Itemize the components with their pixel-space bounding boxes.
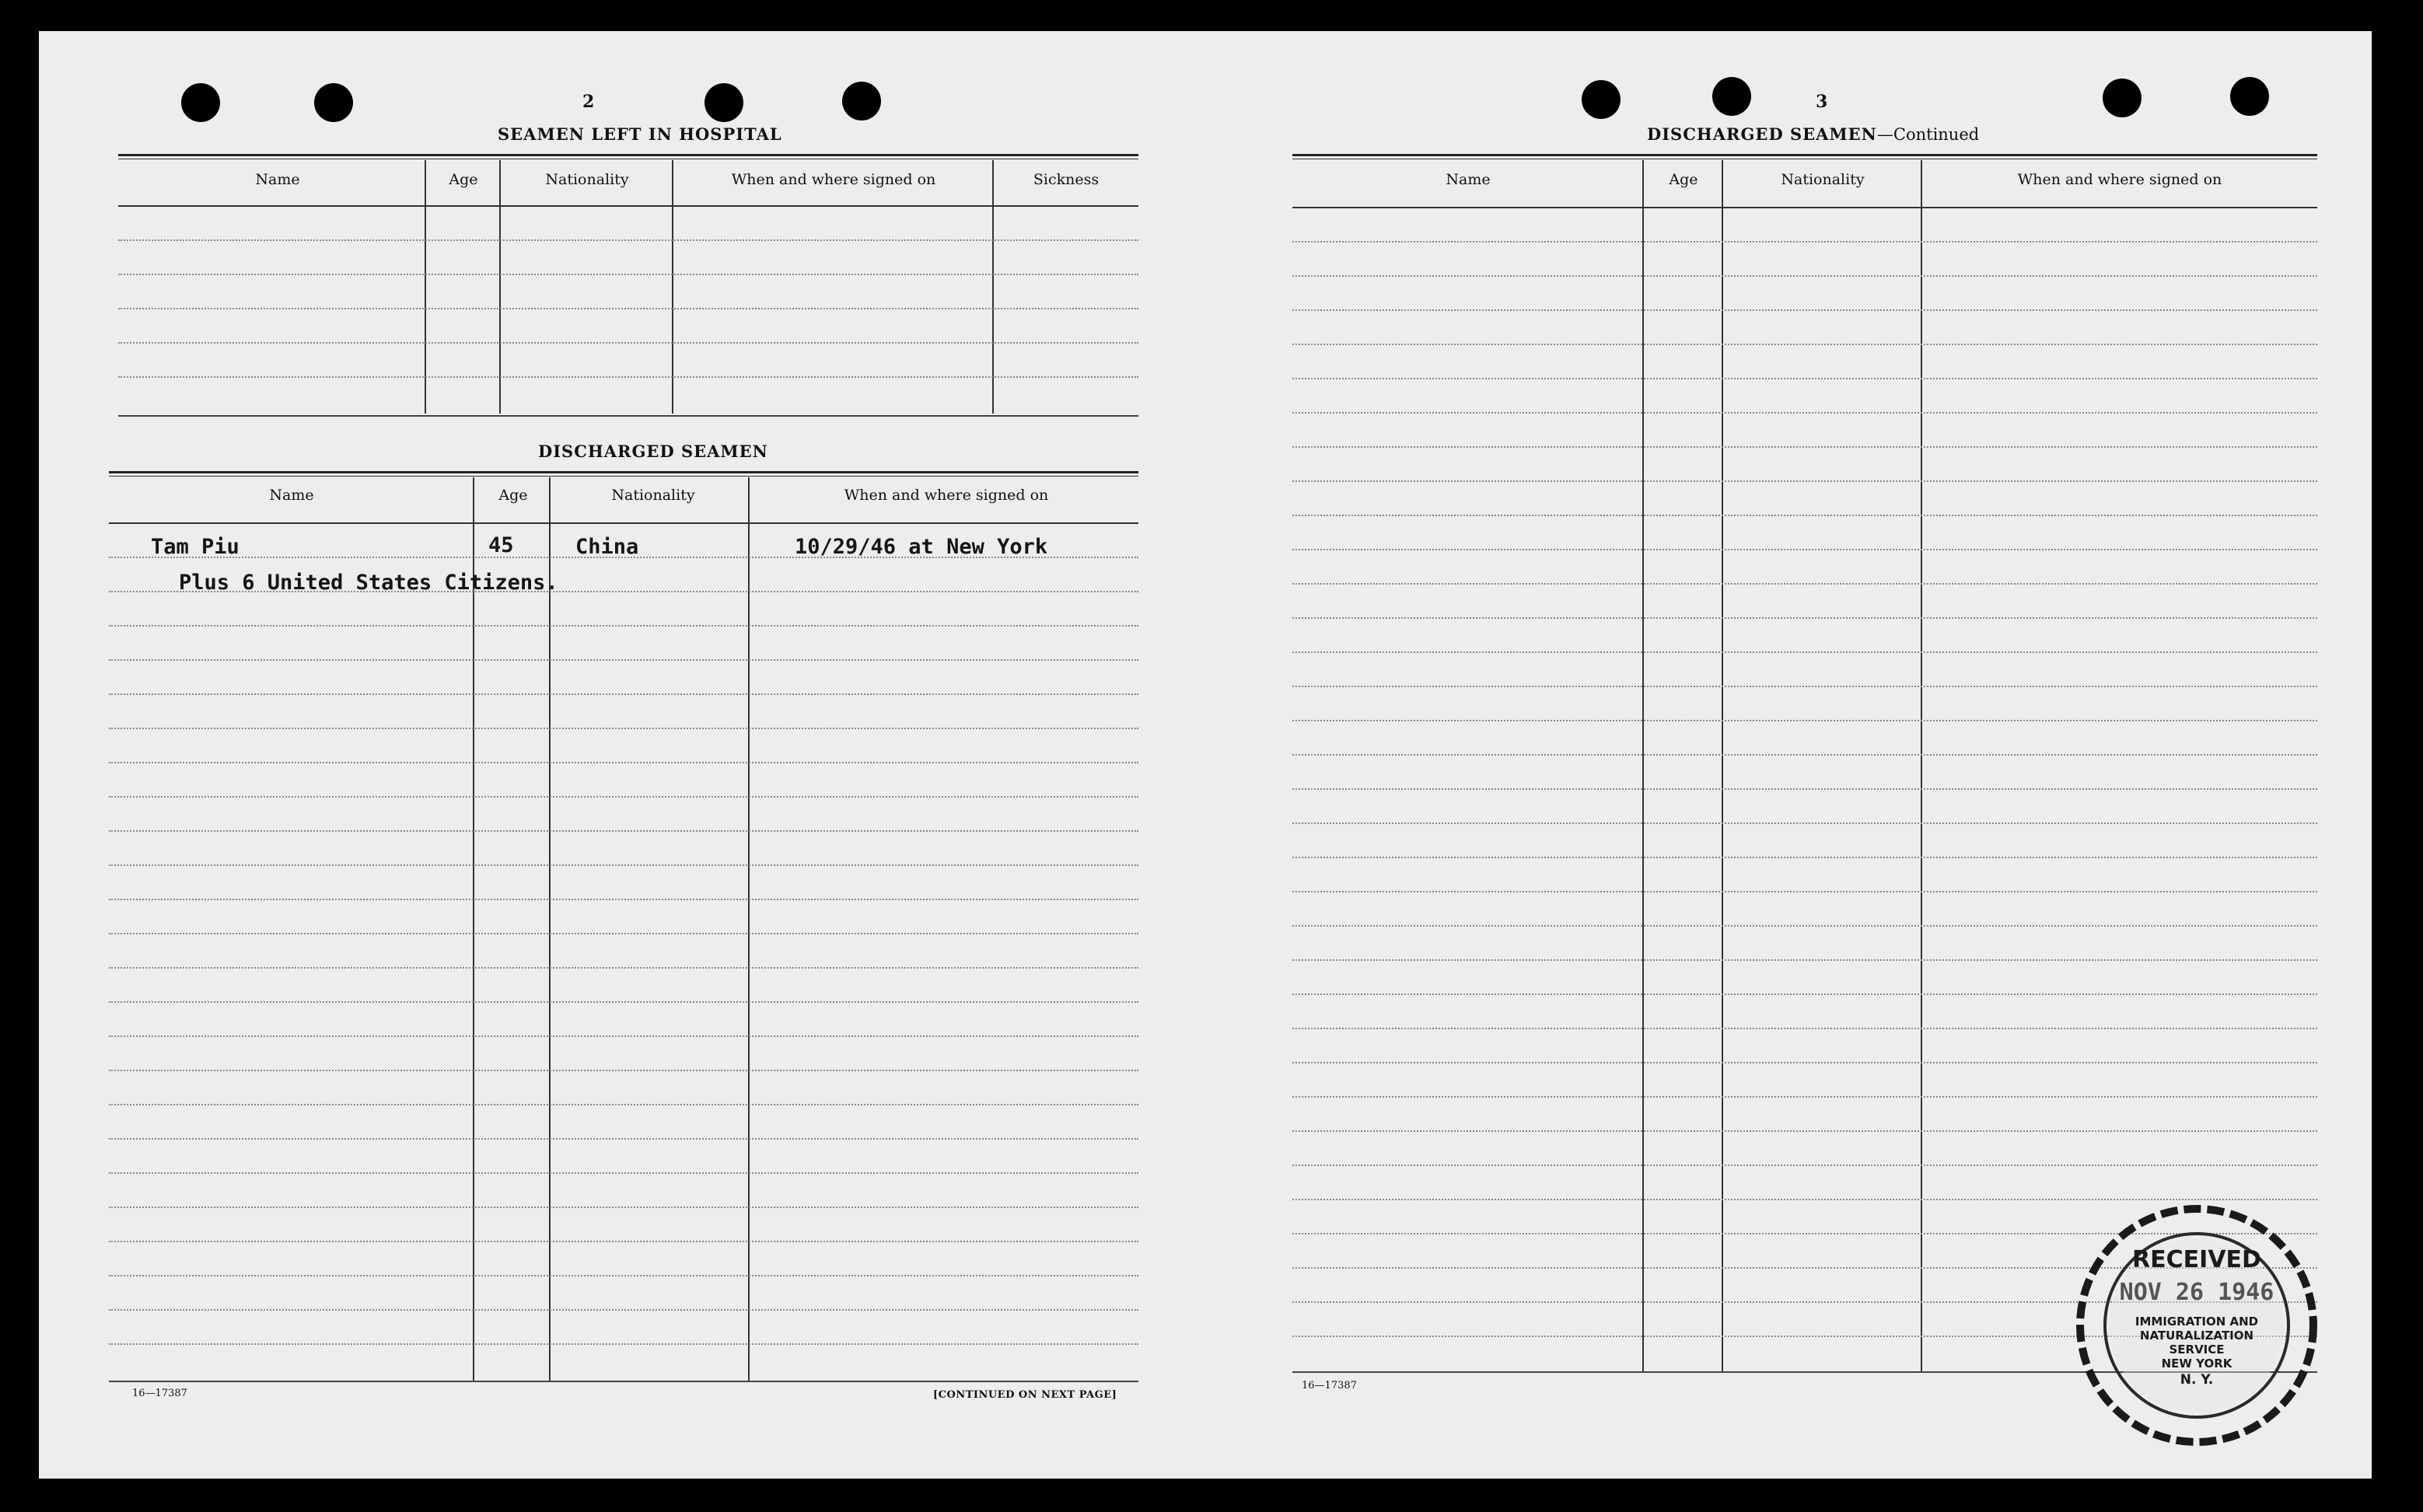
right-title-suffix: —Continued: [1876, 125, 1980, 144]
received-stamp: [2068, 1197, 2325, 1454]
right-col-signed-on: When and where signed on: [2017, 171, 2222, 188]
punch-hole: [314, 83, 353, 122]
ruled-line: [109, 1172, 1138, 1174]
ruled-line: [109, 796, 1138, 798]
punch-hole: [842, 82, 881, 120]
ruled-line: [1292, 241, 2317, 243]
ruled-line: [109, 693, 1138, 695]
ruled-line: [109, 1104, 1138, 1105]
ruled-line: [109, 1035, 1138, 1037]
right-col-nationality: Nationality: [1781, 171, 1865, 188]
ruled-line: [109, 1241, 1138, 1242]
hospital-table: [118, 154, 1138, 418]
ruled-line: [109, 899, 1138, 900]
ruled-line: [109, 762, 1138, 763]
ruled-line: [1292, 549, 2317, 550]
discharged-col-age: Age: [498, 487, 528, 504]
ruled-line: [109, 1343, 1138, 1345]
ruled-line: [1292, 891, 2317, 892]
seaman-age: 45: [488, 533, 514, 557]
right-page-number: 3: [1816, 92, 1828, 112]
ruled-line: [109, 830, 1138, 832]
ruled-line: [1292, 309, 2317, 311]
right-col-name: Name: [1446, 171, 1491, 188]
ruled-line: [109, 625, 1138, 627]
stamp-line1: RECEIVED: [2132, 1246, 2261, 1273]
stamp-line4: NATURALIZATION: [2139, 1329, 2254, 1343]
right-col-age: Age: [1669, 171, 1698, 188]
ruled-line: [1292, 925, 2317, 927]
hospital-col-age: Age: [449, 171, 478, 188]
right-title-main: DISCHARGED SEAMEN: [1647, 124, 1877, 144]
seaman-name: Tam Piu: [151, 535, 240, 559]
discharged-col-signed-on: When and where signed on: [844, 487, 1049, 504]
right-title: [1647, 124, 1979, 144]
seaman-signed-on: 10/29/46 at New York: [795, 535, 1048, 559]
ruled-line: [1292, 754, 2317, 756]
ruled-line: [1292, 275, 2317, 277]
discharged-col-name: Name: [269, 487, 314, 504]
ruled-line: [1292, 822, 2317, 824]
ruled-line: [109, 933, 1138, 934]
ruled-line: [109, 864, 1138, 866]
ruled-line: [1292, 857, 2317, 858]
stamp-line3: IMMIGRATION AND: [2135, 1315, 2259, 1329]
punch-hole: [705, 83, 743, 122]
discharged-table-right: [1292, 154, 2317, 1373]
discharged-table-left: [109, 471, 1138, 1382]
punch-hole: [2230, 77, 2269, 116]
hospital-col-signed-on: When and where signed on: [731, 171, 936, 188]
punch-hole: [181, 83, 220, 122]
ruled-line: [109, 1309, 1138, 1311]
ruled-line: [109, 1001, 1138, 1003]
stamp-line6: NEW YORK: [2161, 1357, 2232, 1371]
stamp-line2: NOV 26 1946: [2119, 1279, 2274, 1306]
seaman-nationality: China: [575, 535, 639, 559]
hospital-col-name: Name: [255, 171, 300, 188]
ruled-line: [1292, 617, 2317, 619]
ruled-line: [1292, 515, 2317, 516]
punch-hole: [1712, 77, 1751, 116]
ruled-line: [1292, 1028, 2317, 1029]
ruled-line: [1292, 720, 2317, 721]
hospital-title: SEAMEN LEFT IN HOSPITAL: [498, 124, 782, 144]
continued-note: [CONTINUED ON NEXT PAGE]: [933, 1389, 1117, 1401]
hospital-col-nationality: Nationality: [545, 171, 629, 188]
ruled-line: [109, 1206, 1138, 1208]
ruled-line: [1292, 412, 2317, 414]
hospital-col-sickness: Sickness: [1033, 171, 1100, 188]
ruled-line: [1292, 788, 2317, 790]
citizens-note: Plus 6 United States Citizens.: [179, 571, 558, 595]
right-form-number: 16—17387: [1302, 1380, 1357, 1392]
ruled-line: [109, 1070, 1138, 1071]
ruled-line: [1292, 1062, 2317, 1063]
ruled-line: [1292, 1165, 2317, 1166]
stamp-line5: SERVICE: [2169, 1343, 2225, 1357]
ruled-line: [109, 728, 1138, 729]
ruled-line: [1292, 446, 2317, 448]
ruled-line: [1292, 344, 2317, 345]
stamp-line7: N. Y.: [2180, 1372, 2214, 1388]
ruled-line: [1292, 686, 2317, 687]
ruled-line: [1292, 959, 2317, 961]
ruled-line: [1292, 583, 2317, 585]
left-form-number: 16—17387: [132, 1388, 187, 1399]
ruled-line: [1292, 993, 2317, 995]
discharged-col-nationality: Nationality: [611, 487, 695, 504]
ruled-line: [109, 1275, 1138, 1276]
ruled-line: [109, 967, 1138, 969]
ruled-line: [1292, 480, 2317, 482]
ruled-line: [1292, 378, 2317, 379]
left-page-number: 2: [582, 92, 595, 112]
ruled-line: [1292, 651, 2317, 653]
ruled-line: [109, 659, 1138, 661]
punch-hole: [2103, 79, 2142, 117]
ruled-line: [1292, 1096, 2317, 1098]
discharged-title: DISCHARGED SEAMEN: [538, 442, 768, 461]
ruled-line: [1292, 1130, 2317, 1132]
punch-hole: [1582, 80, 1621, 119]
ruled-line: [109, 1138, 1138, 1140]
